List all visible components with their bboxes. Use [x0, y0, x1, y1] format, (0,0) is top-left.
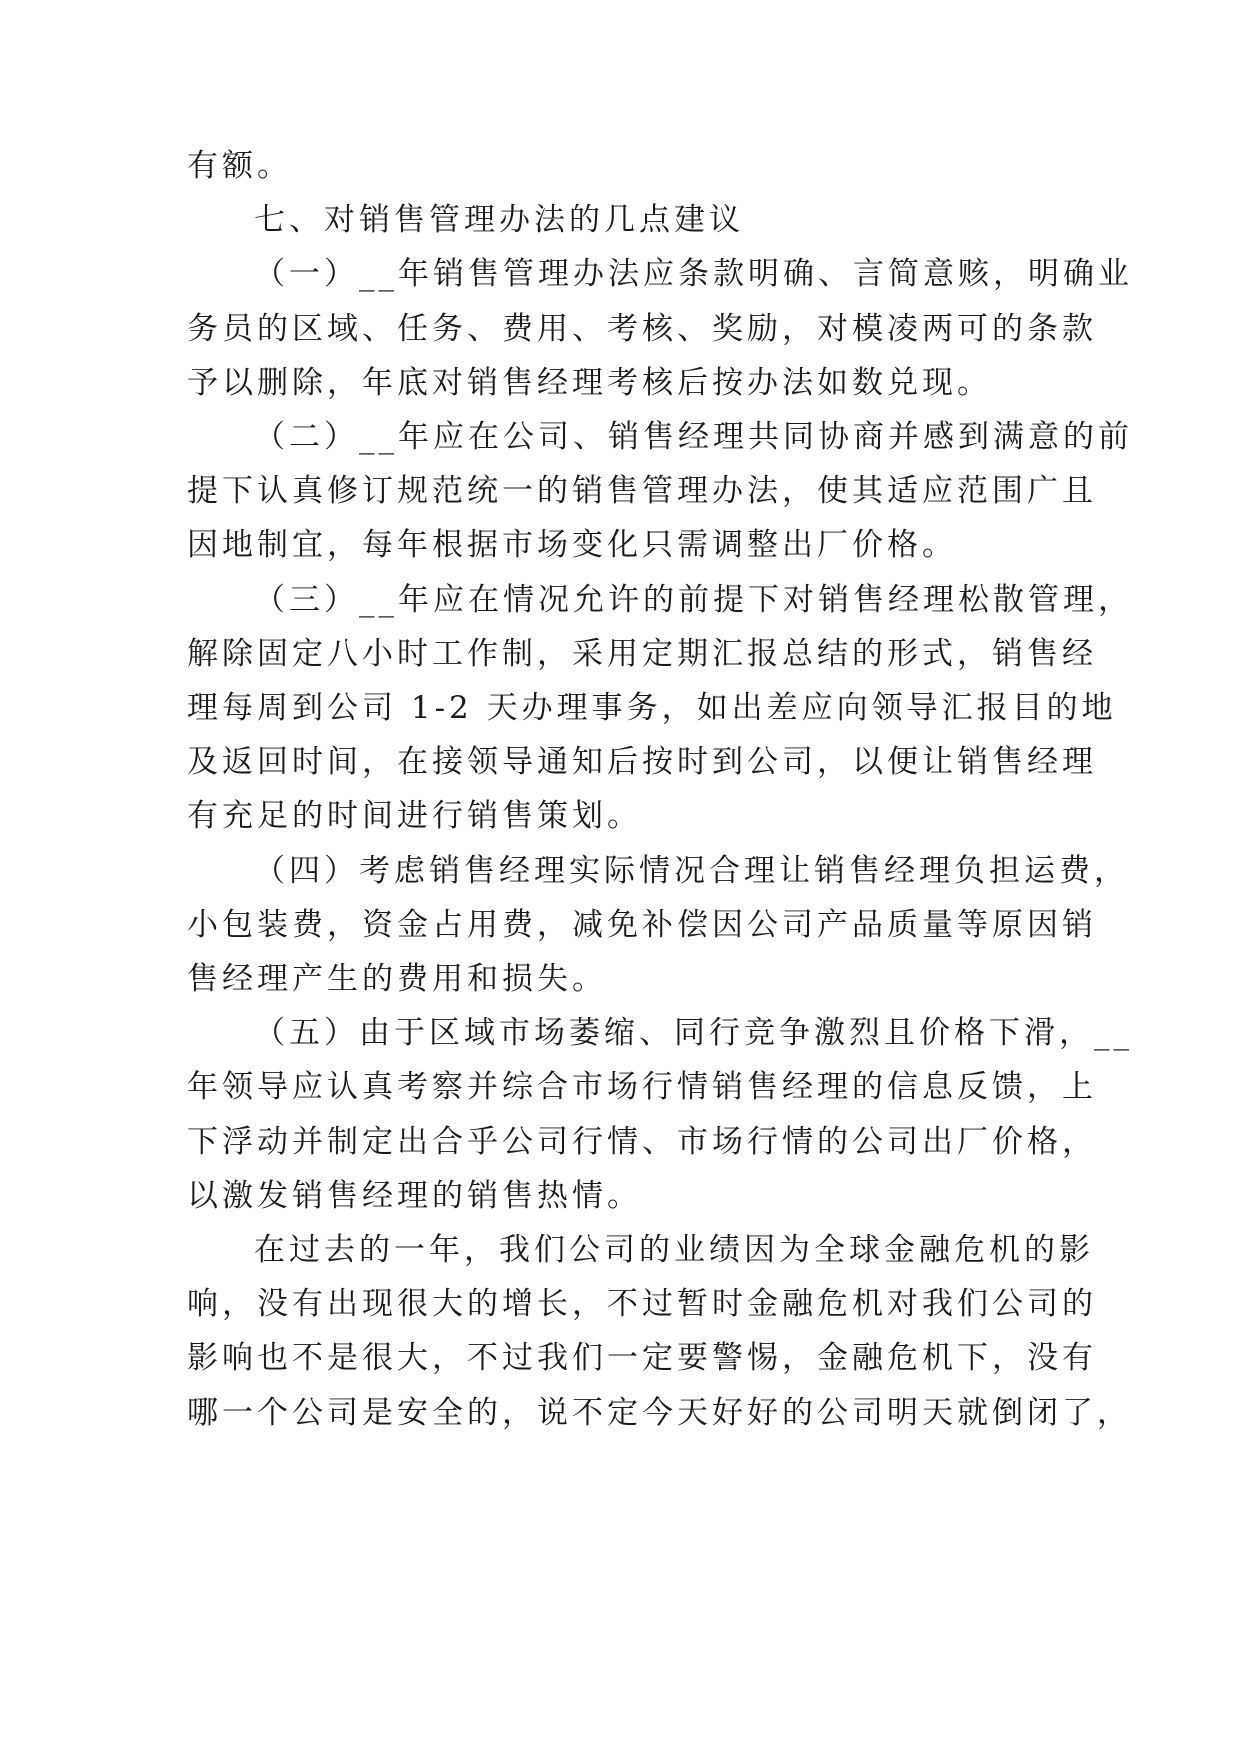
text-line: 予以删除，年底对销售经理考核后按办法如数兑现。 — [187, 365, 992, 401]
text-line: 提下认真修订规范统一的销售管理办法，使其适应范围广且 — [187, 473, 1097, 509]
text-line: 解除固定八小时工作制，采用定期汇报总结的形式，销售经 — [187, 636, 1097, 672]
text-line: （一）__年销售管理办法应条款明确、言简意赅，明确业 — [254, 256, 1133, 292]
text-line: （三）__年应在情况允许的前提下对销售经理松散管理， — [254, 582, 1133, 618]
text-line: （二）__年应在公司、销售经理共同协商并感到满意的前 — [254, 419, 1133, 455]
text-line: 年领导应认真考察并综合市场行情销售经理的信息反馈，上 — [187, 1069, 1097, 1105]
text-line: 售经理产生的费用和损失。 — [187, 961, 607, 997]
text-line: 务员的区域、任务、费用、考核、奖励，对模凌两可的条款 — [187, 311, 1097, 347]
text-line: 及返回时间，在接领导通知后按时到公司，以便让销售经理 — [187, 744, 1097, 780]
text-line: 因地制宜，每年根据市场变化只需调整出厂价格。 — [187, 527, 957, 563]
text-line: 哪一个公司是安全的，说不定今天好好的公司明天就倒闭了， — [187, 1395, 1132, 1431]
text-line: 影响也不是很大，不过我们一定要警惕，金融危机下，没有 — [187, 1340, 1097, 1376]
text-line: 在过去的一年，我们公司的业绩因为全球金融危机的影 — [254, 1232, 1094, 1268]
text-line: 有额。 — [187, 148, 292, 184]
text-line: 理每周到公司 1-2 天办理事务，如出差应向领导汇报目的地 — [187, 690, 1117, 726]
text-line: （五）由于区域市场萎缩、同行竞争激烈且价格下滑，__ — [254, 1015, 1133, 1051]
text-line: 小包装费，资金占用费，减免补偿因公司产品质量等原因销 — [187, 907, 1097, 943]
text-line: 有充足的时间进行销售策划。 — [187, 798, 642, 834]
text-line: 下浮动并制定出合乎公司行情、市场行情的公司出厂价格， — [187, 1124, 1097, 1160]
section-heading: 七、对销售管理办法的几点建议 — [254, 202, 744, 238]
text-line: 以激发销售经理的销售热情。 — [187, 1178, 642, 1214]
text-line: 响，没有出现很大的增长，不过暂时金融危机对我们公司的 — [187, 1286, 1097, 1322]
text-line: （四）考虑销售经理实际情况合理让销售经理负担运费， — [254, 853, 1129, 889]
